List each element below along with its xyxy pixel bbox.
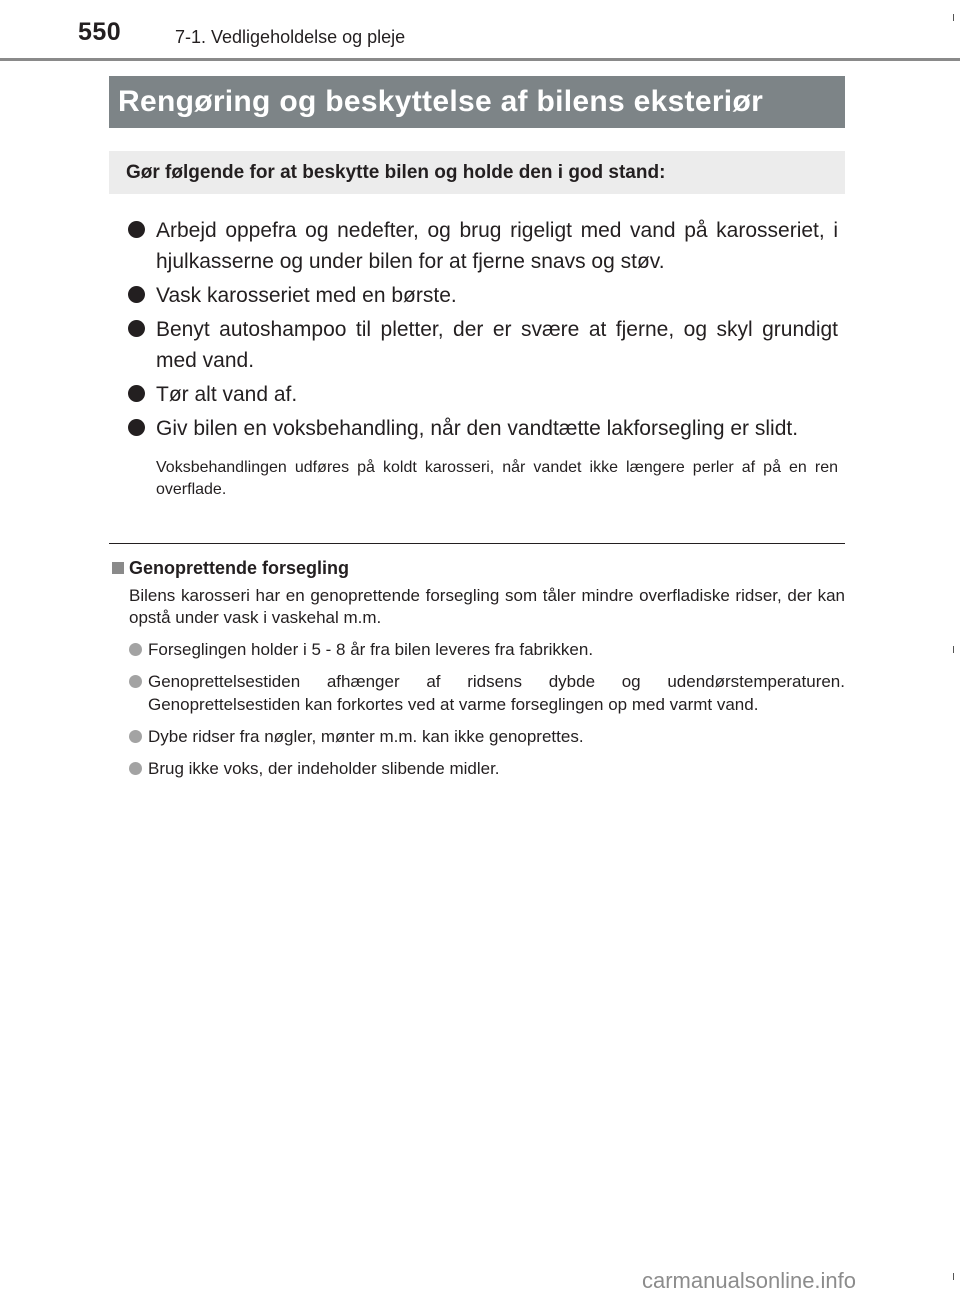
list-item [109,757,845,780]
dot-bullet-icon [129,730,142,743]
list-item [109,670,845,716]
list-item-text: Brug ikke voks, der indeholder slibende midler. [148,759,500,778]
list-item-text: Genoprettelsestiden afhænger af ridsens dybde og udendørstemperaturen. Genoprettelsestiden kan forkortes ved at varme forseglingen op med varmt vand. [148,672,845,714]
intro-text: Gør følgende for at beskytte bilen og holde den i god stand: [126,161,666,183]
list-item [126,280,838,311]
sealing-heading [109,555,845,581]
header-rule [0,58,960,61]
list-item [126,215,838,277]
dot-bullet-icon [129,762,142,775]
dot-bullet-icon [129,675,142,688]
sealing-section [109,555,845,780]
bullet-icon [128,320,145,337]
section-reference: 7-1. Vedligeholdelse og pleje [175,27,406,47]
sealing-text: Bilens karosseri har en genoprettende forsegling som tåler mindre overfladiske ridser, der kan opstå under vask i vaskehal m.m. [129,586,845,627]
list-item-text: Vask karosseriet med en børste. [156,284,457,307]
list-item-text: Tør alt vand af. [156,383,298,406]
square-bullet-icon [112,562,124,574]
wax-note: Voksbehandlingen udføres på koldt karosseri, når vandet ikke længere perler af på en ren overflade. [156,459,838,498]
crop-mark-bottom [953,1273,954,1280]
title-bar [109,76,845,128]
list-item [126,379,838,410]
bullet-icon [128,221,145,238]
list-item-text: Dybe ridser fra nøgler, mønter m.m. kan ikke genoprettes. [148,727,584,746]
intro-box [109,151,845,194]
sealing-heading-text: Genoprettende forsegling [129,558,350,578]
list-item-text: Arbejd oppefra og nedefter, og brug rigeligt med vand på karosseriet, i hjulkasserne og under bilen for at fjerne snavs og støv. [156,219,838,273]
list-item [126,413,838,444]
dot-bullet-icon [129,643,142,656]
page-number: 550 [78,18,122,46]
crop-mark-middle [953,646,954,653]
list-item [109,725,845,748]
list-item [109,638,845,661]
list-item-text: Benyt autoshampoo til pletter, der er svære at fjerne, og skyl grundigt med vand. [156,318,838,372]
bullet-icon [128,286,145,303]
bullet-icon [128,385,145,402]
crop-mark-top [953,14,954,21]
bullet-icon [128,419,145,436]
list-item [126,314,838,376]
section-divider [109,543,845,544]
list-item-text: Forseglingen holder i 5 - 8 år fra bilen leveres fra fabrikken. [148,640,594,659]
steps-list [126,215,838,501]
list-item-text: Giv bilen en voksbehandling, når den vandtætte lakforsegling er slidt. [156,417,799,440]
watermark: carmanualsonline.info [642,1268,857,1293]
page-title: Rengøring og beskyttelse af bilens eksteriør [118,85,764,118]
